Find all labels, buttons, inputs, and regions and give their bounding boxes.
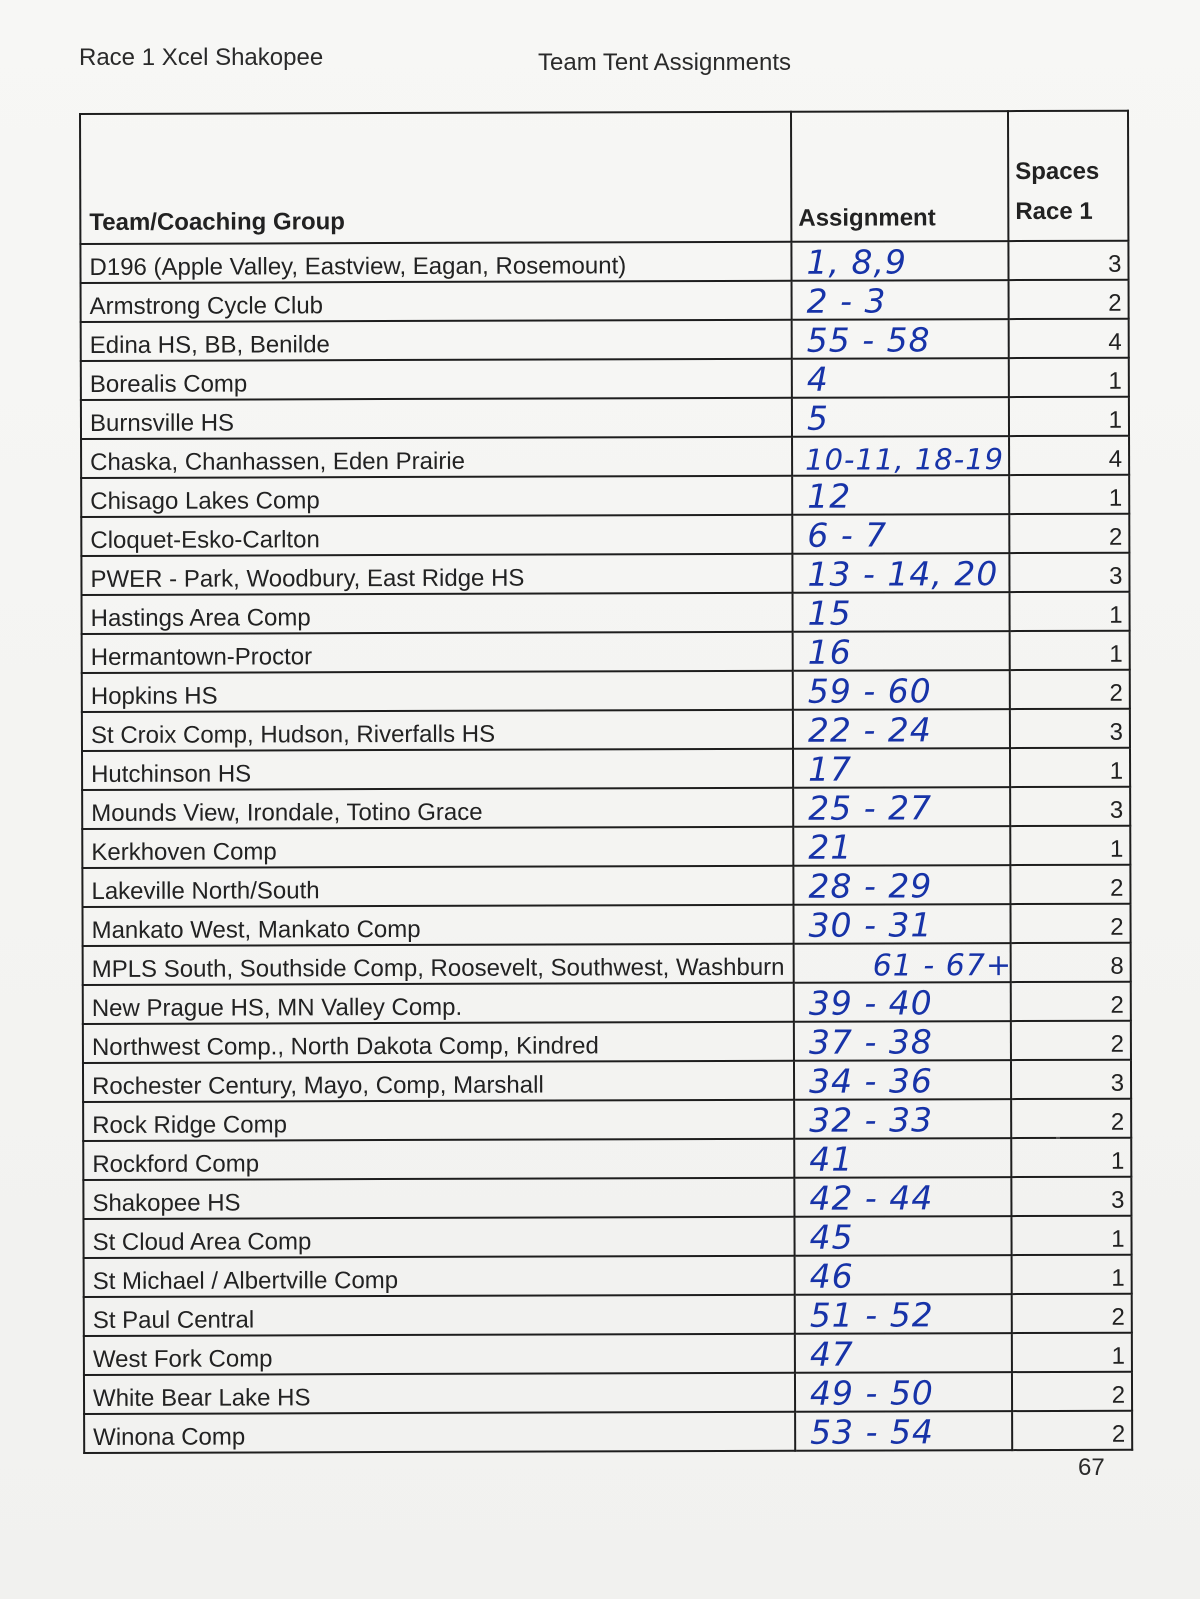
spaces-cell: 1: [1010, 748, 1130, 787]
spaces-cell: 1: [1012, 1333, 1132, 1372]
team-cell: [83, 1139, 794, 1180]
team-cell: [81, 437, 792, 478]
team-name: Hutchinson HS: [91, 760, 252, 788]
team-name: Northwest Comp., North Dakota Comp, Kindred: [91, 1032, 599, 1061]
team-cell: [83, 1100, 794, 1141]
spaces-cell: 1: [1010, 826, 1130, 865]
team-cell: [82, 710, 793, 751]
handwritten-assignment: 61 - 67+: [872, 948, 1013, 984]
spaces-cell: 3: [1009, 553, 1129, 592]
column-header-assignment: Assignment: [791, 111, 1008, 242]
column-header-team: Team/Coaching Group: [80, 112, 791, 244]
assignment-cell: [794, 1060, 1011, 1100]
spaces-cell: 1: [1010, 631, 1130, 670]
handwritten-assignment: 39 - 40: [808, 983, 933, 1023]
assignment-cell: [793, 592, 1010, 632]
team-cell: [84, 1412, 795, 1453]
team-name: Rochester Century, Mayo, Comp, Marshall: [92, 1071, 544, 1100]
assignment-cell: [795, 1255, 1012, 1295]
team-name: St Cloud Area Comp: [92, 1228, 312, 1256]
team-name: St Paul Central: [92, 1306, 255, 1334]
table-row: [82, 709, 1130, 751]
team-cell: [83, 1061, 794, 1102]
table-row: [83, 943, 1131, 985]
table-row: [83, 1021, 1131, 1063]
handwritten-assignment: 42 - 44: [809, 1178, 934, 1218]
spaces-cell: 2: [1012, 1294, 1132, 1333]
team-name: West Fork Comp: [92, 1345, 273, 1373]
spaces-cell: 3: [1010, 709, 1130, 748]
spaces-cell: 1: [1011, 1138, 1131, 1177]
assignment-cell: [794, 1099, 1011, 1139]
handwritten-assignment: 16: [807, 632, 852, 672]
team-cell: [83, 1022, 794, 1063]
team-name: Burnsville HS: [89, 409, 235, 437]
assignment-cell: [795, 1411, 1012, 1451]
assignment-cell: [793, 826, 1010, 866]
table-row: [82, 826, 1130, 868]
assignment-cell: [792, 475, 1009, 515]
handwritten-assignment: 21: [808, 827, 853, 867]
team-cell: [84, 1295, 795, 1336]
assignment-cell: [793, 670, 1010, 710]
team-cell: [83, 1178, 794, 1219]
handwritten-assignment: 22 - 24: [807, 710, 932, 750]
team-cell: [82, 866, 793, 907]
assignment-cell: [791, 241, 1008, 281]
handwritten-assignment: 28 - 29: [808, 866, 933, 906]
team-cell: [82, 827, 793, 868]
table-row: [81, 553, 1129, 595]
table-row: [81, 319, 1129, 361]
assignment-cell: [792, 436, 1009, 476]
assignment-cell: [794, 943, 1011, 983]
spaces-cell: 8: [1011, 943, 1131, 982]
spaces-cell: 2: [1011, 982, 1131, 1021]
table-header-row: [80, 111, 1128, 244]
column-header-spaces: [1008, 111, 1128, 241]
handwritten-assignment: 10-11, 18-19: [805, 442, 1005, 477]
team-name: Lakeville North/South: [91, 877, 320, 905]
table-row: [81, 280, 1129, 322]
team-name: Winona Comp: [93, 1423, 246, 1451]
spaces-cell: 2: [1012, 1411, 1132, 1450]
team-cell: [81, 554, 792, 595]
team-cell: [82, 671, 793, 712]
team-name: Edina HS, BB, Benilde: [89, 331, 330, 359]
team-name: Chaska, Chanhassen, Eden Prairie: [90, 447, 466, 476]
table-row: [81, 358, 1129, 400]
team-name: Mankato West, Mankato Comp: [91, 915, 421, 944]
handwritten-assignment: 30 - 31: [808, 905, 933, 945]
handwritten-assignment: 55 - 58: [806, 320, 931, 360]
handwritten-assignment: 17: [808, 749, 853, 789]
spaces-cell: 2: [1010, 865, 1130, 904]
spaces-cell: 1: [1009, 397, 1129, 436]
spaces-cell: 2: [1009, 280, 1129, 319]
assignment-table: [79, 110, 1133, 1454]
assignment-cell: [792, 514, 1009, 554]
spaces-cell: 2: [1011, 1099, 1131, 1138]
spaces-cell: 2: [1011, 1021, 1131, 1060]
handwritten-assignment: 13 - 14, 20: [807, 554, 999, 594]
handwritten-assignment: 53 - 54: [810, 1412, 935, 1452]
team-name: White Bear Lake HS: [92, 1384, 311, 1412]
assignment-cell: [792, 358, 1009, 398]
assignment-cell: [795, 1372, 1012, 1412]
table-row: [81, 397, 1129, 439]
handwritten-assignment: 32 - 33: [809, 1100, 934, 1140]
team-cell: [84, 1334, 795, 1375]
table-row: [82, 865, 1130, 907]
team-name: St Michael / Albertville Comp: [92, 1267, 399, 1295]
handwritten-assignment: 2 - 3: [806, 281, 887, 321]
table-row: [84, 1372, 1132, 1414]
column-header-spaces-label: Spaces Race 1: [1015, 157, 1100, 226]
handwritten-assignment: 4: [806, 359, 829, 399]
team-cell: [82, 788, 793, 829]
assignment-cell: [792, 319, 1009, 359]
assignment-cell: [793, 748, 1010, 788]
table-row: [82, 631, 1130, 673]
spaces-cell: 3: [1010, 787, 1130, 826]
team-cell: [82, 749, 793, 790]
assignment-cell: [794, 982, 1011, 1022]
team-name: Hastings Area Comp: [90, 604, 311, 632]
assignment-cell: [792, 280, 1009, 320]
assignment-cell: [795, 1333, 1012, 1373]
spaces-cell: 3: [1011, 1177, 1131, 1216]
table-row: [83, 1138, 1131, 1180]
assignment-cell: [792, 553, 1009, 593]
assignment-cell: [793, 787, 1010, 827]
handwritten-assignment: 41: [809, 1139, 854, 1179]
table-row: [84, 1255, 1132, 1297]
team-cell: [82, 632, 793, 673]
table-row: [83, 1216, 1131, 1258]
spaces-cell: 3: [1008, 241, 1128, 280]
team-cell: [81, 281, 792, 322]
spaces-cell: 2: [1009, 514, 1129, 553]
team-name: St Croix Comp, Hudson, Riverfalls HS: [90, 720, 496, 749]
document-header-left: Race 1 Xcel Shakopee: [79, 44, 324, 71]
assignment-cell: [794, 1021, 1011, 1061]
handwritten-assignment: 45: [809, 1217, 854, 1257]
team-name: MPLS South, Southside Comp, Roosevelt, Southwest, Washburn: [91, 953, 785, 983]
handwritten-assignment: 1, 8,9: [806, 242, 908, 282]
table-row: [82, 592, 1130, 634]
assignment-cell: [793, 709, 1010, 749]
assignment-cell: [793, 865, 1010, 905]
table-row: [83, 1099, 1131, 1141]
team-cell: [84, 1256, 795, 1297]
team-name: Cloquet-Esko-Carlton: [90, 526, 320, 554]
team-name: Rockford Comp: [92, 1150, 260, 1178]
document-title: Team Tent Assignments: [538, 49, 792, 76]
spaces-cell: 1: [1009, 358, 1129, 397]
spaces-cell: 1: [1010, 592, 1130, 631]
handwritten-assignment: 59 - 60: [807, 671, 932, 711]
assignment-cell: [794, 1177, 1011, 1217]
team-name: Chisago Lakes Comp: [90, 487, 320, 515]
assignment-cell: [794, 1138, 1011, 1178]
spaces-cell: 1: [1012, 1255, 1132, 1294]
team-cell: [81, 320, 792, 361]
table-row: [83, 982, 1131, 1024]
table-row: [84, 1333, 1132, 1375]
spaces-cell: 1: [1009, 475, 1129, 514]
table-body: [80, 241, 1132, 1453]
assignment-table-wrapper: [79, 110, 1131, 1454]
stray-mark: [1056, 1137, 1060, 1139]
table-row: [82, 670, 1130, 712]
table-row: [82, 904, 1130, 946]
handwritten-assignment: 12: [807, 476, 852, 516]
table-row: [81, 475, 1129, 517]
team-name: Borealis Comp: [89, 370, 248, 398]
handwritten-assignment: 51 - 52: [809, 1295, 934, 1335]
team-name: Hopkins HS: [90, 682, 218, 710]
table-row: [81, 514, 1129, 556]
team-cell: [81, 359, 792, 400]
team-cell: [83, 944, 794, 985]
spaces-cell: 2: [1010, 904, 1130, 943]
team-name: Rock Ridge Comp: [92, 1111, 287, 1139]
assignment-cell: [794, 1216, 1011, 1256]
team-cell: [81, 398, 792, 439]
team-cell: [83, 983, 794, 1024]
team-cell: [84, 1373, 795, 1414]
assignment-cell: [793, 904, 1010, 944]
spaces-cell: 1: [1011, 1216, 1131, 1255]
handwritten-assignment: 5: [806, 398, 830, 438]
team-name: Kerkhoven Comp: [91, 838, 277, 866]
team-cell: [82, 593, 793, 634]
handwritten-assignment: 25 - 27: [808, 788, 933, 828]
team-name: Hermantown-Proctor: [90, 643, 313, 671]
team-name: PWER - Park, Woodbury, East Ridge HS: [90, 564, 525, 593]
team-name: Shakopee HS: [92, 1189, 241, 1217]
handwritten-assignment: 6 - 7: [807, 515, 888, 555]
spaces-cell: 2: [1010, 670, 1130, 709]
table-row: [82, 787, 1130, 829]
handwritten-assignment: 34 - 36: [808, 1061, 933, 1101]
spaces-cell: 3: [1011, 1060, 1131, 1099]
table-row: [83, 1060, 1131, 1102]
handwritten-assignment: 37 - 38: [808, 1022, 933, 1062]
table-row: [83, 1177, 1131, 1219]
team-name: Mounds View, Irondale, Totino Grace: [91, 798, 483, 827]
handwritten-assignment: 15: [807, 593, 852, 633]
handwritten-assignment: 46: [809, 1256, 854, 1296]
assignment-cell: [795, 1294, 1012, 1334]
team-cell: [81, 515, 792, 556]
spaces-cell: 2: [1012, 1372, 1132, 1411]
spaces-cell: 4: [1009, 436, 1129, 475]
table-row: [82, 748, 1130, 790]
handwritten-assignment: 47: [809, 1334, 854, 1374]
team-cell: [81, 476, 792, 517]
team-cell: [83, 1217, 794, 1258]
table-row: [84, 1411, 1132, 1453]
assignment-cell: [792, 397, 1009, 437]
handwritten-assignment: 49 - 50: [809, 1373, 934, 1413]
team-cell: [82, 905, 793, 946]
table-row: [80, 241, 1128, 283]
assignment-cell: [793, 631, 1010, 671]
team-cell: [80, 242, 791, 283]
team-name: Armstrong Cycle Club: [89, 292, 324, 320]
table-row: [81, 436, 1129, 478]
total-count: 67: [1078, 1454, 1105, 1481]
spaces-cell: 4: [1009, 319, 1129, 358]
table-row: [84, 1294, 1132, 1336]
team-name: D196 (Apple Valley, Eastview, Eagan, Rosemount): [89, 252, 627, 281]
team-name: New Prague HS, MN Valley Comp.: [91, 993, 463, 1022]
